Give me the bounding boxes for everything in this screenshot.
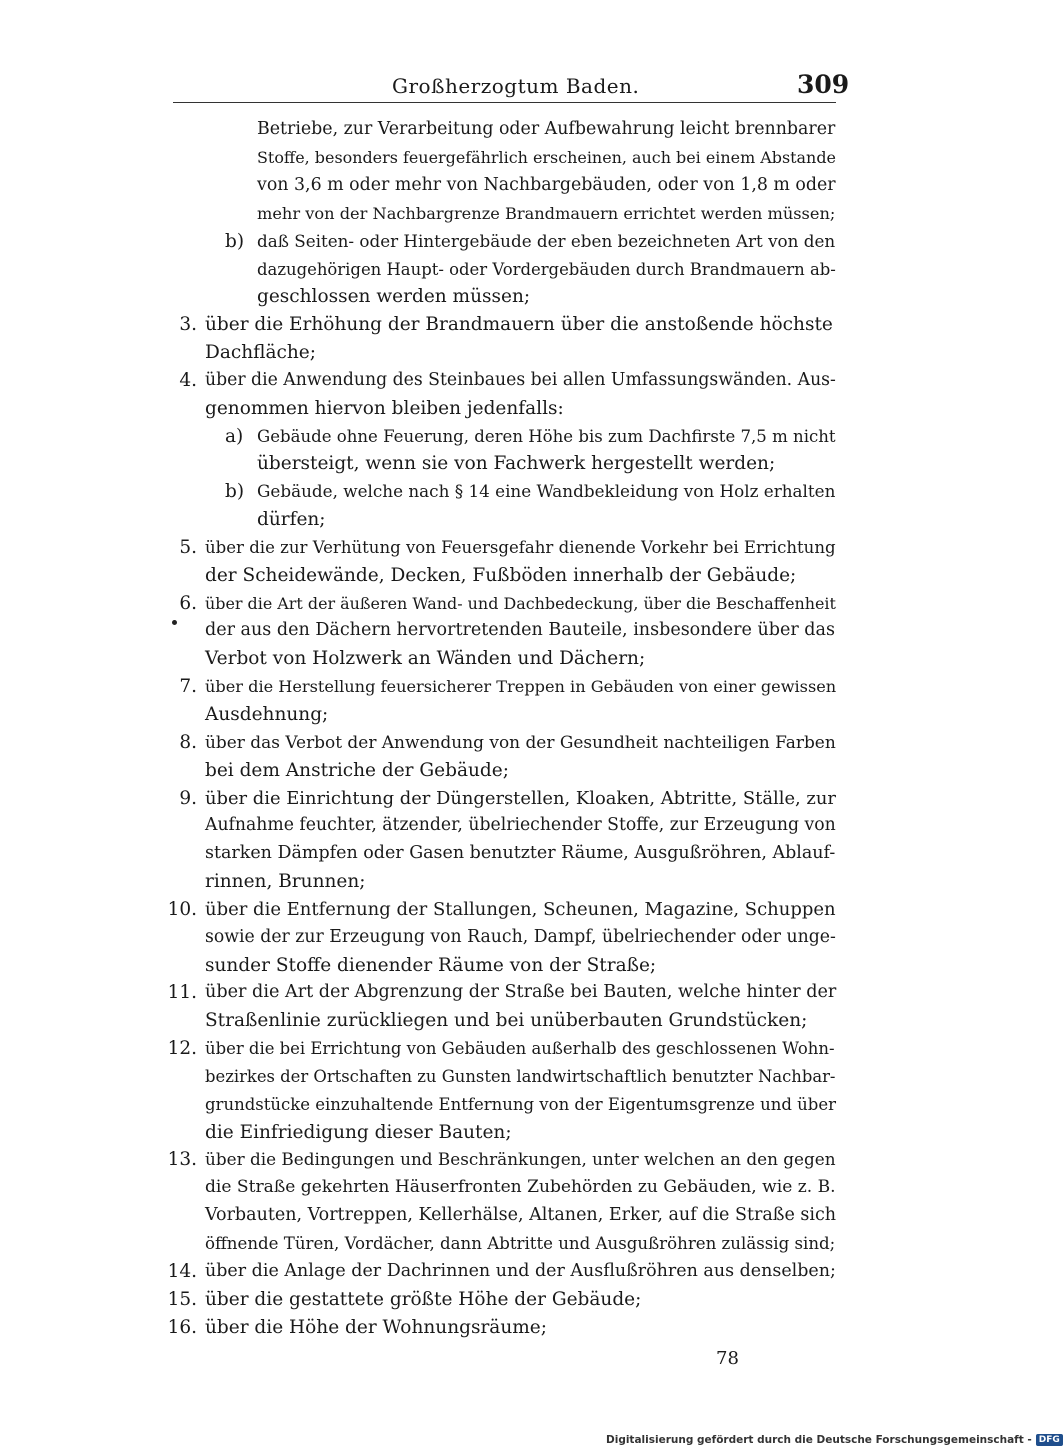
text-line: über die Herstellung feuersicherer Treppen in Gebäuden von einer gewissen xyxy=(205,677,837,696)
text-line: über die gestattete größte Höhe der Gebäude; xyxy=(205,1289,642,1310)
footer-text: Digitalisierung gefördert durch die Deutsche Forschungsgemeinschaft - xyxy=(606,1434,1032,1446)
item-number: 13. xyxy=(167,1149,197,1170)
item-number: 3. xyxy=(179,314,197,335)
text-line: bezirkes der Ortschaften zu Gunsten landwirtschaftlich benutzter Nachbar- xyxy=(205,1067,836,1086)
text-line: Straßenlinie zurückliegen und bei unüberbauten Grundstücken; xyxy=(205,1010,808,1031)
header-rule xyxy=(173,102,836,103)
text-line: bei dem Anstriche der Gebäude; xyxy=(205,760,509,781)
text-line: grundstücke einzuhaltende Entfernung von der Eigentumsgrenze und über xyxy=(205,1095,836,1114)
item-number: 9. xyxy=(179,788,197,809)
item-number: 16. xyxy=(167,1317,197,1338)
text-line: Stoffe, besonders feuergefährlich erscheinen, auch bei einem Abstande xyxy=(257,148,836,167)
text-line: rinnen, Brunnen; xyxy=(205,871,366,892)
text-line: Gebäude, welche nach § 14 eine Wandbekleidung von Holz erhalten xyxy=(257,481,836,501)
subitem-label: b) xyxy=(225,231,245,252)
text-line: mehr von der Nachbargrenze Brandmauern errichtet werden müssen; xyxy=(257,204,836,223)
text-line: genommen hiervon bleiben jedenfalls: xyxy=(205,398,564,419)
text-line: sunder Stoffe dienender Räume von der Straße; xyxy=(205,955,657,976)
item-number: 6. xyxy=(179,593,197,614)
text-line: öffnende Türen, Vordächer, dann Abtritte und Ausgußröhren zulässig sind; xyxy=(205,1234,836,1253)
text-line: über die zur Verhütung von Feuersgefahr dienende Vorkehr bei Errichtung xyxy=(205,538,836,557)
text-line: über die Bedingungen und Beschränkungen, unter welchen an den gegen xyxy=(205,1149,836,1169)
text-line: starken Dämpfen oder Gasen benutzter Räume, Ausgußröhren, Ablauf- xyxy=(205,843,836,863)
text-line: über die Anwendung des Steinbaues bei allen Umfassungswänden. Aus- xyxy=(205,370,836,390)
text-line: der Scheidewände, Decken, Fußböden innerhalb der Gebäude; xyxy=(205,565,797,586)
item-number: 11. xyxy=(167,982,197,1003)
text-line: die Einfriedigung dieser Bauten; xyxy=(205,1122,512,1143)
text-line: der aus den Dächern hervortretenden Bauteile, insbesondere über das xyxy=(205,620,835,640)
text-line: daß Seiten- oder Hintergebäude der eben bezeichneten Art von den xyxy=(257,231,836,251)
text-line: die Straße gekehrten Häuserfronten Zubehörden zu Gebäuden, wie z. B. xyxy=(205,1177,836,1197)
text-line: Verbot von Holzwerk an Wänden und Dächern; xyxy=(205,648,646,669)
item-number: 12. xyxy=(167,1038,197,1059)
text-line xyxy=(257,116,836,143)
text-line: übersteigt, wenn sie von Fachwerk hergestellt werden; xyxy=(257,453,776,474)
text-line: über die Entfernung der Stallungen, Scheunen, Magazine, Schuppen xyxy=(205,899,836,920)
text-line: über die Erhöhung der Brandmauern über die anstoßende höchste xyxy=(205,314,833,335)
text-line: dürfen; xyxy=(257,509,326,530)
sheet-signature-number: 78 xyxy=(716,1348,739,1369)
text-line: Ausdehnung; xyxy=(205,704,329,725)
text-line: dazugehörigen Haupt- oder Vordergebäuden durch Brandmauern ab- xyxy=(257,260,836,279)
page-number: 309 xyxy=(797,70,850,99)
running-head: Großherzogtum Baden. xyxy=(392,74,640,98)
text-line: Vorbauten, Vortreppen, Kellerhälse, Altanen, Erker, auf die Straße sich xyxy=(205,1205,837,1225)
text-line: Dachfläche; xyxy=(205,342,316,363)
item-number: 14. xyxy=(167,1261,197,1282)
text-line: Gebäude ohne Feuerung, deren Höhe bis zum Dachfirste 7,5 m nicht xyxy=(257,427,836,446)
item-number: 7. xyxy=(179,676,197,697)
item-number: 15. xyxy=(167,1289,197,1310)
margin-dot xyxy=(172,620,177,625)
text-line: Aufnahme feuchter, ätzender, übelriechender Stoffe, zur Erzeugung von xyxy=(205,815,836,835)
subitem-label: b) xyxy=(225,481,245,502)
text-line: über die bei Errichtung von Gebäuden außerhalb des geschlossenen Wohn- xyxy=(205,1039,835,1058)
text-line: von 3,6 m oder mehr von Nachbargebäuden, oder von 1,8 m oder xyxy=(257,175,836,195)
dfg-logo-icon: DFG xyxy=(1036,1434,1063,1446)
text-line-content: Betriebe, zur Verarbeitung oder Aufbewahrung leicht brennbarer xyxy=(257,119,836,139)
item-number: 10. xyxy=(167,899,197,920)
text-line: über die Höhe der Wohnungsräume; xyxy=(205,1317,547,1338)
subitem-label: a) xyxy=(225,426,244,447)
item-number: 5. xyxy=(179,537,197,558)
item-number: 8. xyxy=(179,732,197,753)
text-line: geschlossen werden müssen; xyxy=(257,286,531,307)
item-number: 4. xyxy=(179,370,197,391)
text-line: über die Art der Abgrenzung der Straße bei Bauten, welche hinter der xyxy=(205,982,837,1002)
digitization-footer xyxy=(606,1434,1063,1446)
text-line: über die Anlage der Dachrinnen und der Ausflußröhren aus denselben; xyxy=(205,1261,836,1281)
text-line: über das Verbot der Anwendung von der Gesundheit nachteiligen Farben xyxy=(205,732,836,752)
text-line: über die Einrichtung der Düngerstellen, Kloaken, Abtritte, Ställe, zur xyxy=(205,788,836,809)
text-line: über die Art der äußeren Wand- und Dachbedeckung, über die Beschaffenheit xyxy=(205,594,836,613)
text-line: sowie der zur Erzeugung von Rauch, Dampf, übelriechender oder unge- xyxy=(205,927,836,947)
